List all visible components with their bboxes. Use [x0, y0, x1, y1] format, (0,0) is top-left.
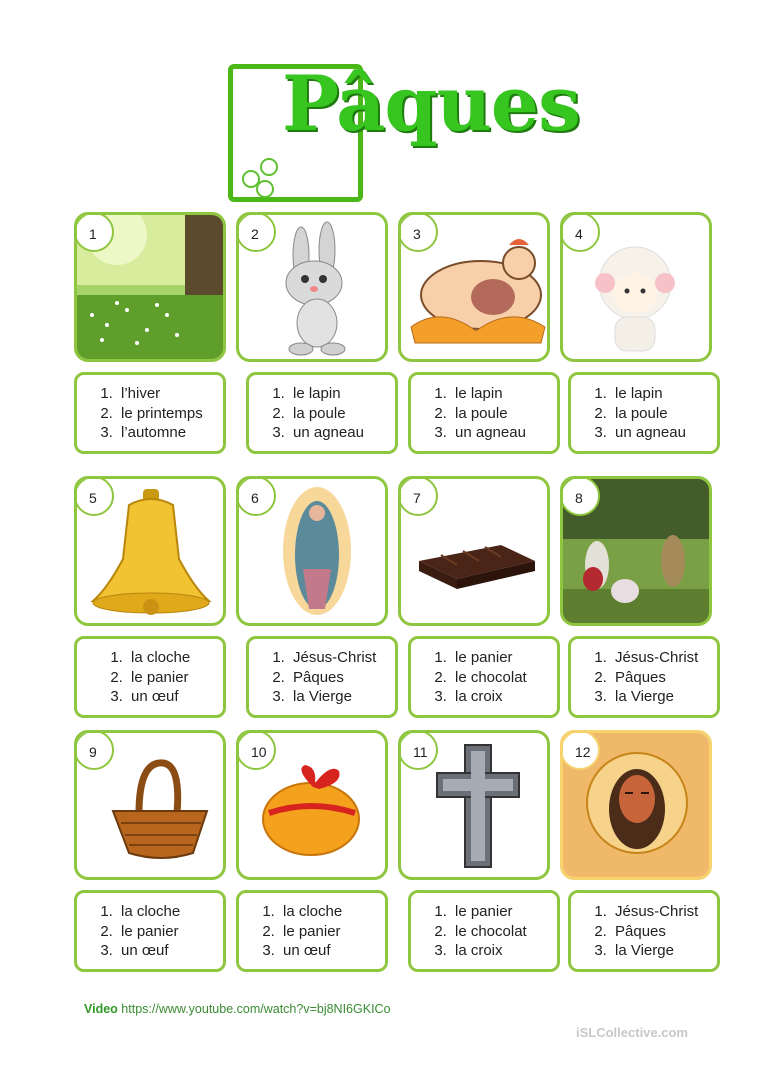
image-card-6 — [236, 476, 388, 626]
item-number: 5 — [74, 476, 114, 516]
options-box-3 — [408, 372, 560, 454]
item-number: 12 — [560, 730, 600, 770]
option[interactable]: 2. le panier — [117, 922, 223, 942]
item-number: 8 — [560, 476, 600, 516]
options-box-9 — [74, 890, 226, 972]
image-card-4 — [560, 212, 712, 362]
option[interactable]: 1. Jésus-Christ — [611, 902, 717, 922]
option[interactable]: 3. la Vierge — [289, 687, 395, 707]
options-box-6 — [246, 636, 398, 718]
image-card-8 — [560, 476, 712, 626]
option[interactable]: 1. le lapin — [611, 384, 717, 404]
options-box-12 — [568, 890, 720, 972]
option[interactable]: 1. la cloche — [127, 648, 223, 668]
image-card-11 — [398, 730, 550, 880]
video-label: Video — [84, 1002, 118, 1016]
flower-icon — [260, 158, 278, 176]
option[interactable]: 3. la croix — [451, 941, 557, 961]
item-number: 7 — [398, 476, 438, 516]
option[interactable]: 3. un œuf — [279, 941, 385, 961]
flower-icon — [256, 180, 274, 198]
image-card-10 — [236, 730, 388, 880]
item-number: 1 — [74, 212, 114, 252]
options-box-5 — [74, 636, 226, 718]
options-box-1 — [74, 372, 226, 454]
option[interactable]: 1. Jésus-Christ — [611, 648, 717, 668]
option[interactable]: 1. la cloche — [117, 902, 223, 922]
option[interactable]: 2. le printemps — [117, 404, 223, 424]
option[interactable]: 3. un agneau — [289, 423, 395, 443]
option[interactable]: 2. Pâques — [289, 668, 395, 688]
options-box-4 — [568, 372, 720, 454]
option[interactable]: 2. le chocolat — [451, 668, 557, 688]
image-card-7 — [398, 476, 550, 626]
item-number: 4 — [560, 212, 600, 252]
option[interactable]: 2. Pâques — [611, 668, 717, 688]
options-box-11 — [408, 890, 560, 972]
option[interactable]: 2. la poule — [289, 404, 395, 424]
options-box-7 — [408, 636, 560, 718]
item-number: 3 — [398, 212, 438, 252]
option[interactable]: 2. la poule — [451, 404, 557, 424]
page-title: Pâques — [282, 59, 580, 148]
image-card-2 — [236, 212, 388, 362]
option[interactable]: 1. la cloche — [279, 902, 385, 922]
image-card-5 — [74, 476, 226, 626]
item-number: 2 — [236, 212, 276, 252]
image-card-12 — [560, 730, 712, 880]
option[interactable]: 1. le lapin — [289, 384, 395, 404]
option[interactable]: 1. le lapin — [451, 384, 557, 404]
options-box-2 — [246, 372, 398, 454]
option[interactable]: 3. un agneau — [451, 423, 557, 443]
option[interactable]: 3. un œuf — [117, 941, 223, 961]
option[interactable]: 3. la croix — [451, 687, 557, 707]
image-card-9 — [74, 730, 226, 880]
options-box-10 — [236, 890, 388, 972]
option[interactable]: 1. le panier — [451, 902, 557, 922]
video-footer — [84, 1002, 391, 1016]
option[interactable]: 3. un agneau — [611, 423, 717, 443]
item-number: 10 — [236, 730, 276, 770]
image-card-3 — [398, 212, 550, 362]
option[interactable]: 3. la Vierge — [611, 687, 717, 707]
option[interactable]: 1. l’hiver — [117, 384, 223, 404]
option[interactable]: 1. le panier — [451, 648, 557, 668]
item-number: 6 — [236, 476, 276, 516]
option[interactable]: 1. Jésus-Christ — [289, 648, 395, 668]
option[interactable]: 3. l’automne — [117, 423, 223, 443]
option[interactable]: 3. la Vierge — [611, 941, 717, 961]
option[interactable]: 2. le chocolat — [451, 922, 557, 942]
watermark: iSLCollective.com — [576, 1025, 688, 1040]
option[interactable]: 2. Pâques — [611, 922, 717, 942]
item-number: 11 — [398, 730, 438, 770]
option[interactable]: 2. le panier — [127, 668, 223, 688]
option[interactable]: 2. la poule — [611, 404, 717, 424]
video-link[interactable]: https://www.youtube.com/watch?v=bj8NI6GKICo — [121, 1002, 391, 1016]
option[interactable]: 2. le panier — [279, 922, 385, 942]
image-card-1 — [74, 212, 226, 362]
item-number: 9 — [74, 730, 114, 770]
options-box-8 — [568, 636, 720, 718]
title-block — [220, 58, 590, 203]
option[interactable]: 3. un œuf — [127, 687, 223, 707]
